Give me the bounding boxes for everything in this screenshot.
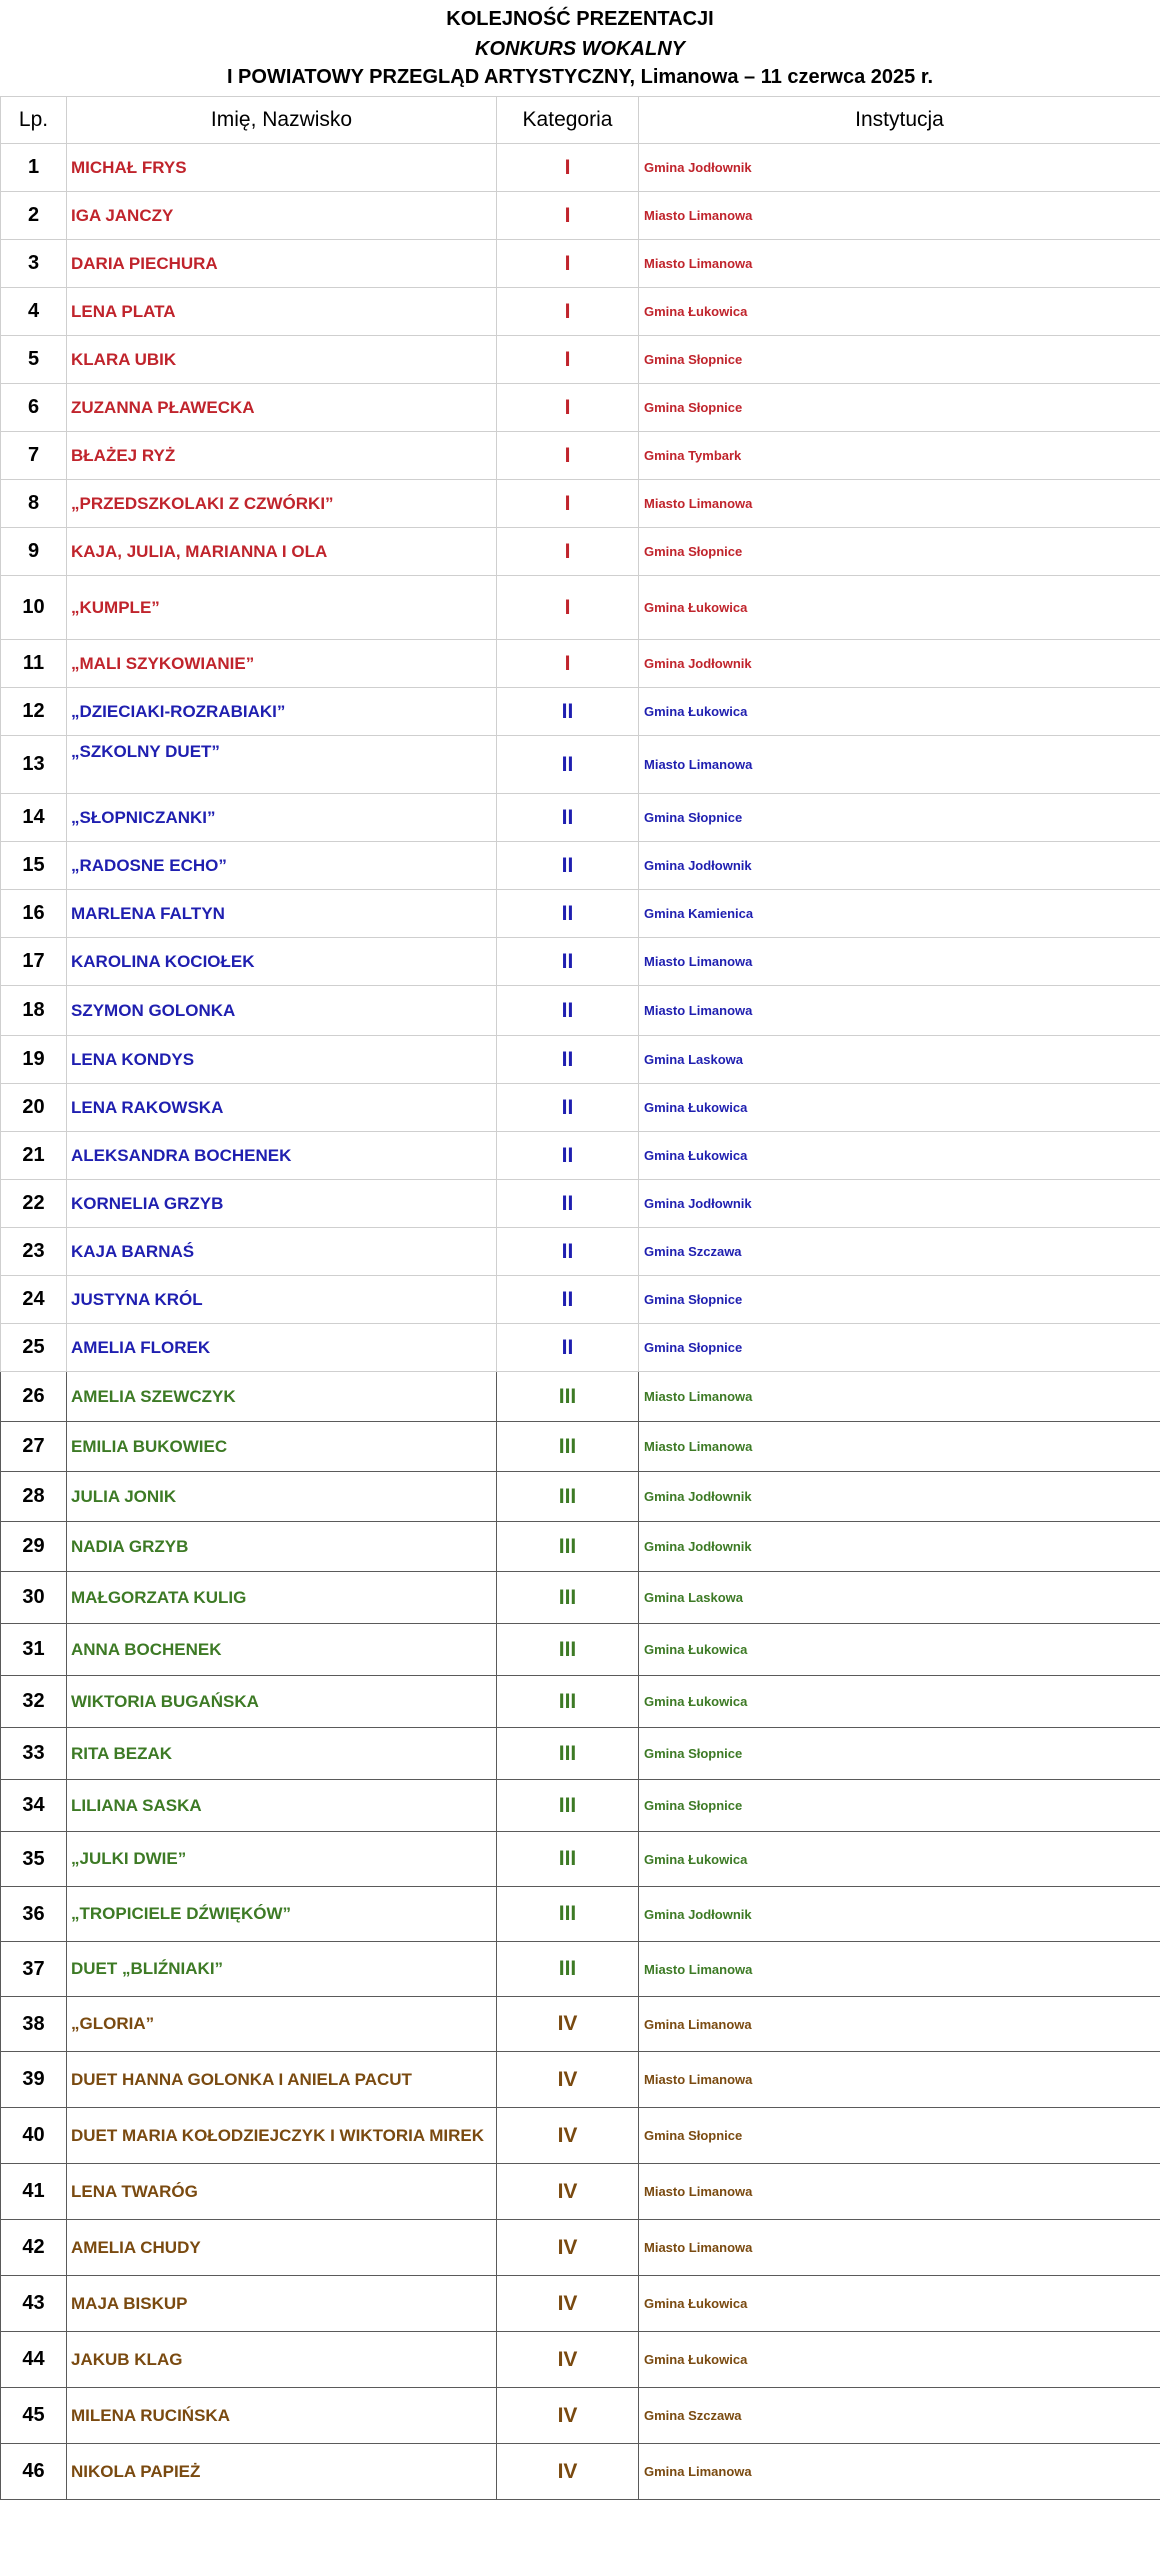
institution: Gmina Łukowica [639,2332,1160,2388]
category: II [497,986,639,1036]
table-row [1,2276,1160,2332]
row-number: 14 [1,794,67,842]
row-number: 1 [1,144,67,192]
table-row [1,1324,1160,1372]
institution: Gmina Łukowica [639,1676,1160,1728]
row-number: 12 [1,688,67,736]
row-number: 19 [1,1036,67,1084]
category: I [497,144,639,192]
table-row [1,1676,1160,1728]
category: III [497,1422,639,1472]
table-row [1,1276,1160,1324]
page-subtitle: KONKURS WOKALNY [475,38,685,60]
table-row [1,480,1160,528]
table-row [1,1997,1160,2052]
category: I [497,480,639,528]
table-row [1,1832,1160,1887]
participant-name: EMILIA BUKOWIEC [67,1422,497,1472]
institution: Gmina Jodłownik [639,640,1160,688]
institution: Gmina Laskowa [639,1572,1160,1624]
table-row [1,432,1160,480]
participant-name: „MALI SZYKOWIANIE” [67,640,497,688]
category: II [497,842,639,890]
participant-name: MAŁGORZATA KULIG [67,1572,497,1624]
participant-name: IGA JANCZY [67,192,497,240]
table-row [1,1084,1160,1132]
participant-name: LENA TWARÓG [67,2164,497,2220]
row-number: 33 [1,1728,67,1780]
category: I [497,288,639,336]
category: III [497,1372,639,1422]
table-row [1,1728,1160,1780]
participant-name: NIKOLA PAPIEŻ [67,2444,497,2500]
institution: Gmina Jodłownik [639,842,1160,890]
institution: Gmina Jodłownik [639,144,1160,192]
table-row [1,336,1160,384]
row-number: 45 [1,2388,67,2444]
table-row [1,2332,1160,2388]
participant-name: LILIANA SASKA [67,1780,497,1832]
col-header-lp: Lp. [1,97,67,144]
participant-name: NADIA GRZYB [67,1522,497,1572]
row-number: 32 [1,1676,67,1728]
row-number: 22 [1,1180,67,1228]
institution: Gmina Limanowa [639,1997,1160,2052]
category: I [497,576,639,640]
row-number: 42 [1,2220,67,2276]
row-number: 13 [1,736,67,794]
category: I [497,336,639,384]
category: III [497,1572,639,1624]
institution: Gmina Tymbark [639,432,1160,480]
institution: Gmina Słopnice [639,794,1160,842]
institution: Gmina Jodłownik [639,1472,1160,1522]
institution: Gmina Słopnice [639,1276,1160,1324]
institution: Gmina Łukowica [639,288,1160,336]
institution: Gmina Słopnice [639,528,1160,576]
row-number: 18 [1,986,67,1036]
category: II [497,1180,639,1228]
category: IV [497,2108,639,2164]
category: I [497,640,639,688]
participant-name: LENA RAKOWSKA [67,1084,497,1132]
institution: Gmina Łukowica [639,1624,1160,1676]
row-number: 8 [1,480,67,528]
participant-name: DUET „BLIŹNIAKI” [67,1942,497,1997]
participant-name: KAJA BARNAŚ [67,1228,497,1276]
participant-name: ZUZANNA PŁAWECKA [67,384,497,432]
category: II [497,1324,639,1372]
institution: Gmina Słopnice [639,1728,1160,1780]
table-row [1,1942,1160,1997]
table-row [1,794,1160,842]
participant-name: „SZKOLNY DUET” [67,736,497,794]
table-row [1,528,1160,576]
participant-name: DUET HANNA GOLONKA I ANIELA PACUT [67,2052,497,2108]
participant-name: ANNA BOCHENEK [67,1624,497,1676]
participant-name: MICHAŁ FRYS [67,144,497,192]
row-number: 6 [1,384,67,432]
category: III [497,1676,639,1728]
row-number: 15 [1,842,67,890]
institution: Gmina Jodłownik [639,1522,1160,1572]
institution: Gmina Jodłownik [639,1180,1160,1228]
table-row [1,1522,1160,1572]
category: IV [497,2332,639,2388]
row-number: 40 [1,2108,67,2164]
participant-name: KLARA UBIK [67,336,497,384]
category: IV [497,2444,639,2500]
table-row [1,1228,1160,1276]
institution: Miasto Limanowa [639,192,1160,240]
participant-name: WIKTORIA BUGAŃSKA [67,1676,497,1728]
table-row [1,736,1160,794]
participant-name: „KUMPLE” [67,576,497,640]
category: II [497,938,639,986]
participant-name: RITA BEZAK [67,1728,497,1780]
category: III [497,1942,639,1997]
participant-name: „TROPICIELE DŹWIĘKÓW” [67,1887,497,1942]
table-row [1,2388,1160,2444]
category: II [497,1084,639,1132]
table-row [1,1624,1160,1676]
category: I [497,192,639,240]
row-number: 38 [1,1997,67,2052]
institution: Gmina Łukowica [639,688,1160,736]
institution: Miasto Limanowa [639,736,1160,794]
performance-order-table [0,96,1160,2500]
row-number: 44 [1,2332,67,2388]
institution: Gmina Łukowica [639,1832,1160,1887]
category: III [497,1728,639,1780]
category: II [497,890,639,938]
participant-name: JAKUB KLAG [67,2332,497,2388]
row-number: 29 [1,1522,67,1572]
category: III [497,1887,639,1942]
row-number: 39 [1,2052,67,2108]
institution: Miasto Limanowa [639,2052,1160,2108]
category: IV [497,2052,639,2108]
row-number: 26 [1,1372,67,1422]
category: III [497,1522,639,1572]
participant-name: „GLORIA” [67,1997,497,2052]
table-row [1,1036,1160,1084]
table-row [1,2444,1160,2500]
institution: Gmina Słopnice [639,384,1160,432]
institution: Gmina Limanowa [639,2444,1160,2500]
row-number: 46 [1,2444,67,2500]
category: III [497,1624,639,1676]
table-row [1,890,1160,938]
category: IV [497,2276,639,2332]
table-row [1,1180,1160,1228]
category: II [497,1132,639,1180]
row-number: 27 [1,1422,67,1472]
institution: Miasto Limanowa [639,1372,1160,1422]
category: III [497,1780,639,1832]
row-number: 7 [1,432,67,480]
institution: Miasto Limanowa [639,240,1160,288]
institution: Gmina Słopnice [639,336,1160,384]
table-row [1,688,1160,736]
participant-name: JULIA JONIK [67,1472,497,1522]
category: III [497,1832,639,1887]
participant-name: MAJA BISKUP [67,2276,497,2332]
row-number: 36 [1,1887,67,1942]
table-row [1,576,1160,640]
row-number: 16 [1,890,67,938]
participant-name: BŁAŻEJ RYŻ [67,432,497,480]
row-number: 11 [1,640,67,688]
col-header-name: Imię, Nazwisko [67,97,497,144]
category: IV [497,2164,639,2220]
institution: Gmina Słopnice [639,1324,1160,1372]
row-number: 10 [1,576,67,640]
institution: Miasto Limanowa [639,1422,1160,1472]
table-row [1,2220,1160,2276]
institution: Gmina Laskowa [639,1036,1160,1084]
category: II [497,1228,639,1276]
category: III [497,1472,639,1522]
table-row [1,2052,1160,2108]
participant-name: MILENA RUCIŃSKA [67,2388,497,2444]
row-number: 35 [1,1832,67,1887]
participant-name: KAJA, JULIA, MARIANNA I OLA [67,528,497,576]
table-row [1,192,1160,240]
table-row [1,1422,1160,1472]
table-body [1,144,1160,2500]
table-row [1,1472,1160,1522]
row-number: 17 [1,938,67,986]
table-row [1,1372,1160,1422]
participant-name: „JULKI DWIE” [67,1832,497,1887]
table-row [1,1887,1160,1942]
table-row [1,240,1160,288]
row-number: 43 [1,2276,67,2332]
participant-name: AMELIA CHUDY [67,2220,497,2276]
row-number: 24 [1,1276,67,1324]
institution: Gmina Szczawa [639,1228,1160,1276]
row-number: 34 [1,1780,67,1832]
category: IV [497,2220,639,2276]
table-row [1,986,1160,1036]
participant-name: ALEKSANDRA BOCHENEK [67,1132,497,1180]
participant-name: „PRZEDSZKOLAKI Z CZWÓRKI” [67,480,497,528]
institution: Gmina Kamienica [639,890,1160,938]
row-number: 3 [1,240,67,288]
institution: Gmina Łukowica [639,2276,1160,2332]
participant-name: JUSTYNA KRÓL [67,1276,497,1324]
participant-name: DUET MARIA KOŁODZIEJCZYK I WIKTORIA MIREK [67,2108,497,2164]
row-number: 2 [1,192,67,240]
participant-name: MARLENA FALTYN [67,890,497,938]
row-number: 4 [1,288,67,336]
institution: Gmina Słopnice [639,1780,1160,1832]
institution: Miasto Limanowa [639,480,1160,528]
participant-name: „SŁOPNICZANKI” [67,794,497,842]
table-row [1,1780,1160,1832]
institution: Miasto Limanowa [639,2220,1160,2276]
table-row [1,2108,1160,2164]
institution: Gmina Szczawa [639,2388,1160,2444]
category: II [497,736,639,794]
category: IV [497,2388,639,2444]
participant-name: AMELIA SZEWCZYK [67,1372,497,1422]
row-number: 37 [1,1942,67,1997]
participant-name: SZYMON GOLONKA [67,986,497,1036]
institution: Gmina Jodłownik [639,1887,1160,1942]
institution: Gmina Słopnice [639,2108,1160,2164]
participant-name: LENA PLATA [67,288,497,336]
participant-name: LENA KONDYS [67,1036,497,1084]
row-number: 28 [1,1472,67,1522]
table-row [1,144,1160,192]
table-row [1,2164,1160,2220]
participant-name: KAROLINA KOCIOŁEK [67,938,497,986]
institution: Miasto Limanowa [639,1942,1160,1997]
participant-name: „RADOSNE ECHO” [67,842,497,890]
table-row [1,640,1160,688]
participant-name: „DZIECIAKI-ROZRABIAKI” [67,688,497,736]
row-number: 5 [1,336,67,384]
col-header-category: Kategoria [497,97,639,144]
table-row [1,1572,1160,1624]
category: I [497,432,639,480]
col-header-institution: Instytucja [639,97,1160,144]
institution: Gmina Łukowica [639,1084,1160,1132]
table-header-row [1,97,1160,144]
table-row [1,842,1160,890]
table-row [1,1132,1160,1180]
row-number: 25 [1,1324,67,1372]
table-row [1,288,1160,336]
row-number: 31 [1,1624,67,1676]
participant-name: AMELIA FLOREK [67,1324,497,1372]
participant-name: KORNELIA GRZYB [67,1180,497,1228]
institution: Gmina Łukowica [639,1132,1160,1180]
table-row [1,938,1160,986]
category: II [497,1036,639,1084]
institution: Miasto Limanowa [639,986,1160,1036]
page-title: KOLEJNOŚĆ PREZENTACJI [446,8,714,30]
category: I [497,528,639,576]
category: II [497,1276,639,1324]
institution: Miasto Limanowa [639,2164,1160,2220]
category: II [497,794,639,842]
row-number: 41 [1,2164,67,2220]
table-row [1,384,1160,432]
institution: Gmina Łukowica [639,576,1160,640]
institution: Miasto Limanowa [639,938,1160,986]
event-line: I POWIATOWY PRZEGLĄD ARTYSTYCZNY, Limanowa – 11 czerwca 2025 r. [226,66,934,88]
category: I [497,240,639,288]
row-number: 21 [1,1132,67,1180]
category: IV [497,1997,639,2052]
category: II [497,688,639,736]
row-number: 9 [1,528,67,576]
category: I [497,384,639,432]
row-number: 20 [1,1084,67,1132]
row-number: 30 [1,1572,67,1624]
row-number: 23 [1,1228,67,1276]
participant-name: DARIA PIECHURA [67,240,497,288]
